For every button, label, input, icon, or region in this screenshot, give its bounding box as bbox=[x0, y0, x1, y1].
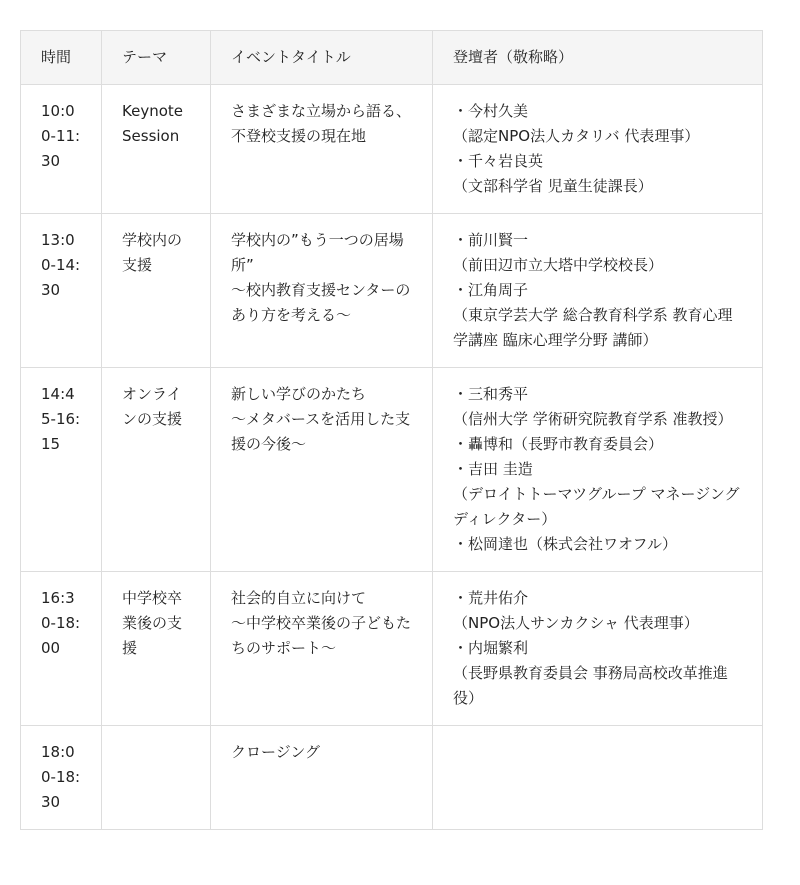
table-row bbox=[21, 572, 763, 726]
table-header bbox=[21, 31, 763, 85]
cell-title bbox=[211, 85, 433, 214]
speaker-line: ・今村久美 bbox=[453, 102, 529, 120]
speaker-line: ・荒井佑介 bbox=[453, 589, 529, 607]
header-title: イベントタイトル bbox=[211, 31, 433, 85]
speaker-line: （長野県教育委員会 事務局高校改革推進役） bbox=[453, 664, 728, 707]
speaker-line: ・前川賢一 bbox=[453, 231, 529, 249]
speaker-line: ・千々岩良英 bbox=[453, 152, 544, 170]
cell-title bbox=[211, 726, 433, 830]
speaker-line: （NPO法人サンカクシャ 代表理事） bbox=[453, 614, 699, 632]
cell-speakers bbox=[433, 85, 763, 214]
speaker-line: ・轟博和（長野市教育委員会） bbox=[453, 435, 664, 453]
speaker-line: （デロイトトーマツグループ マネージングディレクター） bbox=[453, 485, 740, 528]
table-row bbox=[21, 214, 763, 368]
header-row bbox=[21, 31, 763, 85]
cell-theme: オンラインの支援 bbox=[102, 368, 211, 572]
table-row bbox=[21, 85, 763, 214]
cell-time: 18:00-18:30 bbox=[21, 726, 102, 830]
speaker-line: （文部科学省 児童生徒課長） bbox=[453, 177, 653, 195]
cell-title bbox=[211, 214, 433, 368]
cell-speakers bbox=[433, 368, 763, 572]
speaker-line: ・江角周子 bbox=[453, 281, 529, 299]
cell-time: 16:30-18:00 bbox=[21, 572, 102, 726]
cell-speakers bbox=[433, 572, 763, 726]
event-schedule-table bbox=[20, 30, 763, 830]
speaker-line: ・三和秀平 bbox=[453, 385, 529, 403]
title-line: 〜校内教育支援センターのあり方を考える〜 bbox=[231, 281, 411, 324]
title-line: 〜中学校卒業後の子どもたちのサポート〜 bbox=[231, 614, 412, 657]
speaker-line: ・内堀繁利 bbox=[453, 639, 529, 657]
cell-speakers bbox=[433, 726, 763, 830]
table-row bbox=[21, 368, 763, 572]
title-line: クロージング bbox=[231, 743, 321, 761]
cell-theme: 中学校卒業後の支援 bbox=[102, 572, 211, 726]
speaker-line: （前田辺市立大塔中学校校長） bbox=[453, 256, 664, 274]
table-body bbox=[21, 85, 763, 830]
cell-theme bbox=[102, 726, 211, 830]
title-line: さまざまな立場から語る、不登校支援の現在地 bbox=[231, 102, 412, 145]
cell-time: 10:00-11:30 bbox=[21, 85, 102, 214]
cell-theme: 学校内の支援 bbox=[102, 214, 211, 368]
header-time: 時間 bbox=[21, 31, 102, 85]
cell-title bbox=[211, 572, 433, 726]
speaker-line: （認定NPO法人カタリバ 代表理事） bbox=[453, 127, 700, 145]
cell-theme: Keynote Session bbox=[102, 85, 211, 214]
speaker-line: （信州大学 学術研究院教育学系 准教授） bbox=[453, 410, 733, 428]
title-line: 〜メタバースを活用した支援の今後〜 bbox=[231, 410, 411, 453]
header-speakers: 登壇者（敬称略） bbox=[433, 31, 763, 85]
speaker-line: ・吉田 圭造 bbox=[453, 460, 533, 478]
title-line: 新しい学びのかたち bbox=[231, 385, 367, 403]
title-line: 社会的自立に向けて bbox=[231, 589, 367, 607]
cell-title bbox=[211, 368, 433, 572]
cell-speakers bbox=[433, 214, 763, 368]
cell-time: 13:00-14:30 bbox=[21, 214, 102, 368]
speaker-line: ・松岡達也（株式会社ワオフル） bbox=[453, 535, 677, 553]
cell-time: 14:45-16:15 bbox=[21, 368, 102, 572]
title-line: 学校内の”もう一つの居場所” bbox=[231, 231, 404, 274]
header-theme: テーマ bbox=[102, 31, 211, 85]
speaker-line: （東京学芸大学 総合教育科学系 教育心理学講座 臨床心理学分野 講師） bbox=[453, 306, 733, 349]
table-row bbox=[21, 726, 763, 830]
